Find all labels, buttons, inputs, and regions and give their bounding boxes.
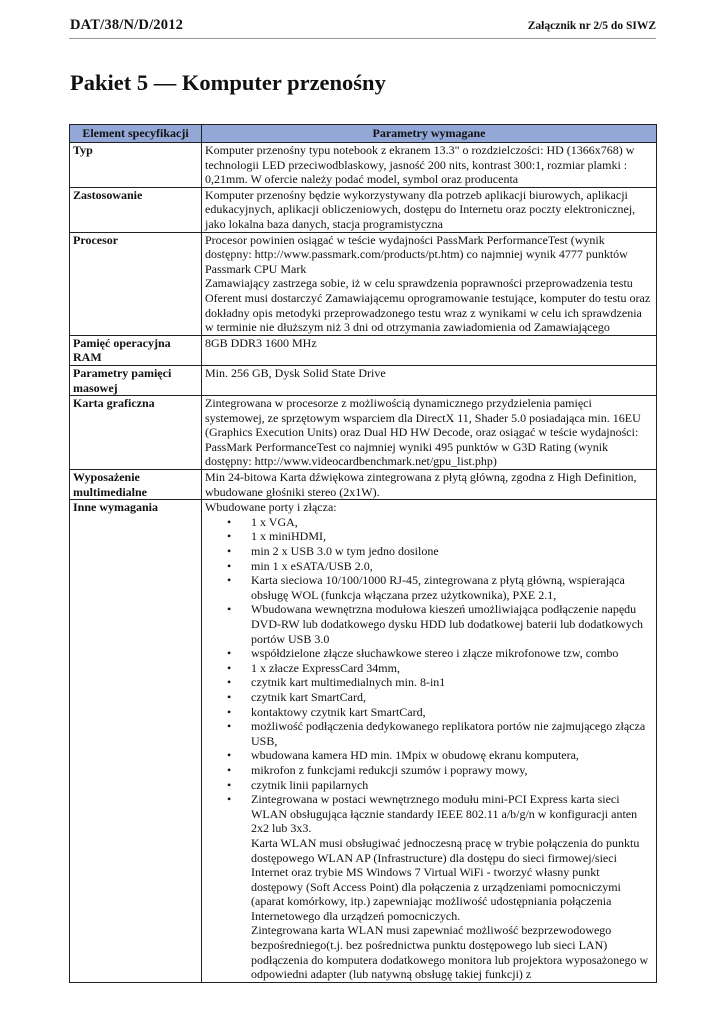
- row-value: Komputer przenośny typu notebook z ekranem 13.3" o rozdzielczości: HD (1366x768) w technologii LED przeciwodblaskowy, jasność 200 nits, kontrast 300:1, rozmiar plamki : 0,21mm. W ofercie należy podać model, symbol oraz producenta: [202, 143, 657, 188]
- row-key: Zastosowanie: [70, 187, 202, 232]
- row-key: Pamięć operacyjna RAM: [70, 335, 202, 365]
- ports-list: [205, 515, 653, 982]
- list-item: • czytnik linii papilarnych: [251, 778, 653, 793]
- row-value: [202, 500, 657, 983]
- row-value: [202, 232, 657, 335]
- column-header-parameters: Parametry wymagane: [202, 125, 657, 143]
- list-item: • wbudowana kamera HD min. 1Mpix w obudowę ekranu komputera,: [251, 748, 653, 763]
- row-key: Karta graficzna: [70, 396, 202, 470]
- list-item: • Karta sieciowa 10/100/1000 RJ-45, zintegrowana z płytą główną, wspierająca obsługę WOL (funkcja włączana przez użytkownika), PXE 2.1,: [251, 573, 653, 602]
- cpu-benchmark-text: Procesor powinien osiągać w teście wydajności PassMark PerformanceTest (wynik dostępny: http://www.passmark.com/products/pt.htm) co najmniej wynik 4777 punktów Passmark CPU Mark: [205, 232, 628, 276]
- list-item: • czytnik kart SmartCard,: [251, 690, 653, 705]
- row-key: Procesor: [70, 232, 202, 335]
- list-item: • 1 x złacze ExpressCard 34mm,: [251, 661, 653, 676]
- table-row: [70, 470, 657, 500]
- row-key: Wyposażenie multimedialne: [70, 470, 202, 500]
- ports-intro: Wbudowane porty i złącza:: [205, 500, 337, 515]
- wlan-paragraph-2: Zintegrowana karta WLAN musi zapewniać możliwość bezprzewodowego bezpośredniego(t.j. bez pośrednictwa punktu dostępowego lub sieci LAN) podłączenia do komputera dodatkowego monitora lub projektora wyposażonego w odpowiedni adapter (lub natywną obsługę takiej funkcji) z: [251, 923, 649, 982]
- page-title: Pakiet 5 — Komputer przenośny: [70, 70, 386, 95]
- document-code: DAT/38/N/D/2012: [70, 17, 184, 33]
- list-item: • kontaktowy czytnik kart SmartCard,: [251, 705, 653, 720]
- table-row: [70, 365, 657, 395]
- specification-table: [69, 124, 657, 983]
- row-value: Zintegrowana w procesorze z możliwością dynamicznego przydzielenia pamięci systemowej, ze sprzętowym wsparciem dla DirectX 11, Shader 5.0 posiadająca min. 16EU (Graphics Execution Units) oraz Dual HD HW Decode, oraz osiągać w teście wydajności: PassMark PerformanceTest co najmniej wyniki 495 punktów w G3D Rating (wynik dostępny: http://www.videocardbenchmark.net/gpu_list.php): [202, 396, 657, 470]
- table-row: [70, 335, 657, 365]
- row-value: Min 24-bitowa Karta dźwiękowa zintegrowana z płytą główną, zgodna z High Definition, wbudowane głośniki stereo (2x1W).: [202, 470, 657, 500]
- row-key: Inne wymagania: [70, 500, 202, 983]
- table-row: [70, 187, 657, 232]
- row-value: 8GB DDR3 1600 MHz: [202, 335, 657, 365]
- header-divider: [69, 38, 656, 39]
- wlan-item-text: • Zintegrowana w postaci wewnętrznego modułu mini-PCI Express karta sieci WLAN obsługująca łącznie standardy IEEE 802.11 a/b/g/n w konfiguracji anten 2x2 lub 3x3.: [251, 792, 638, 836]
- row-key: Parametry pamięci masowej: [70, 365, 202, 395]
- list-item: • możliwość podłączenia dedykowanego replikatora portów nie zajmującego złącza USB,: [251, 719, 653, 748]
- attachment-label: Załącznik nr 2/5 do SIWZ: [527, 20, 656, 32]
- list-item: • mikrofon z funkcjami redukcji szumów i poprawy mowy,: [251, 763, 653, 778]
- list-item: • min 1 x eSATA/USB 2.0,: [251, 559, 653, 574]
- table-row: [70, 143, 657, 188]
- list-item: • min 2 x USB 3.0 w tym jedno dosilone: [251, 544, 653, 559]
- table-row: [70, 396, 657, 470]
- wlan-paragraph-1: Karta WLAN musi obsługiwać jednoczesną pracę w trybie połączenia do punktu dostępowego WLAN AP (Infrastructure) dla dostępu do sieci firmowej/sieci Internet oraz trybie MS Windows 7 Virtual WiFi - tworzyć własny punkt dostępowy (Soft Access Point) dla połączenia z urządzeniami pomocniczymi (aparat komórkowy, itp.) zapewniając możliwość udostępniania połączenia Internetowego dla urządzeń pomocniczych.: [251, 835, 640, 923]
- list-item: [251, 792, 653, 982]
- column-header-element: Element specyfikacji: [70, 125, 202, 143]
- row-value: Min. 256 GB, Dysk Solid State Drive: [202, 365, 657, 395]
- list-item: • współdzielone złącze słuchawkowe stereo i złącze mikrofonowe tzw, combo: [251, 646, 653, 661]
- cpu-verification-text: Zamawiający zastrzega sobie, iż w celu sprawdzenia poprawności przeprowadzenia testu Oferent musi dostarczyć Zamawiającemu oprogramowanie testujące, komputer do testu oraz dokładny opis metodyki przeprowadzonego testu wraz z wynikami w celu ich sprawdzenia w terminie nie dłuższym niż 3 dni od otrzymania zawiadomienia od Zamawiającego: [205, 276, 651, 335]
- list-item: • czytnik kart multimedialnych min. 8-in1: [251, 675, 653, 690]
- row-value: Komputer przenośny będzie wykorzystywany dla potrzeb aplikacji biurowych, aplikacji edukacyjnych, aplikacji obliczeniowych, dostępu do Internetu oraz poczty elektronicznej, jako lokalna baza danych, stacja programistyczna: [202, 187, 657, 232]
- table-row: [70, 232, 657, 335]
- row-key: Typ: [70, 143, 202, 188]
- table-header-row: [70, 125, 657, 143]
- list-item: • Wbudowana wewnętrzna modułowa kieszeń umożliwiająca podłączenie napędu DVD-RW lub dodatkowego dysku HDD lub dodatkowej baterii lub dodatkowych portów USB 3.0: [251, 602, 653, 646]
- list-item: • 1 x miniHDMI,: [251, 529, 653, 544]
- list-item: • 1 x VGA,: [251, 515, 653, 530]
- table-row: [70, 500, 657, 983]
